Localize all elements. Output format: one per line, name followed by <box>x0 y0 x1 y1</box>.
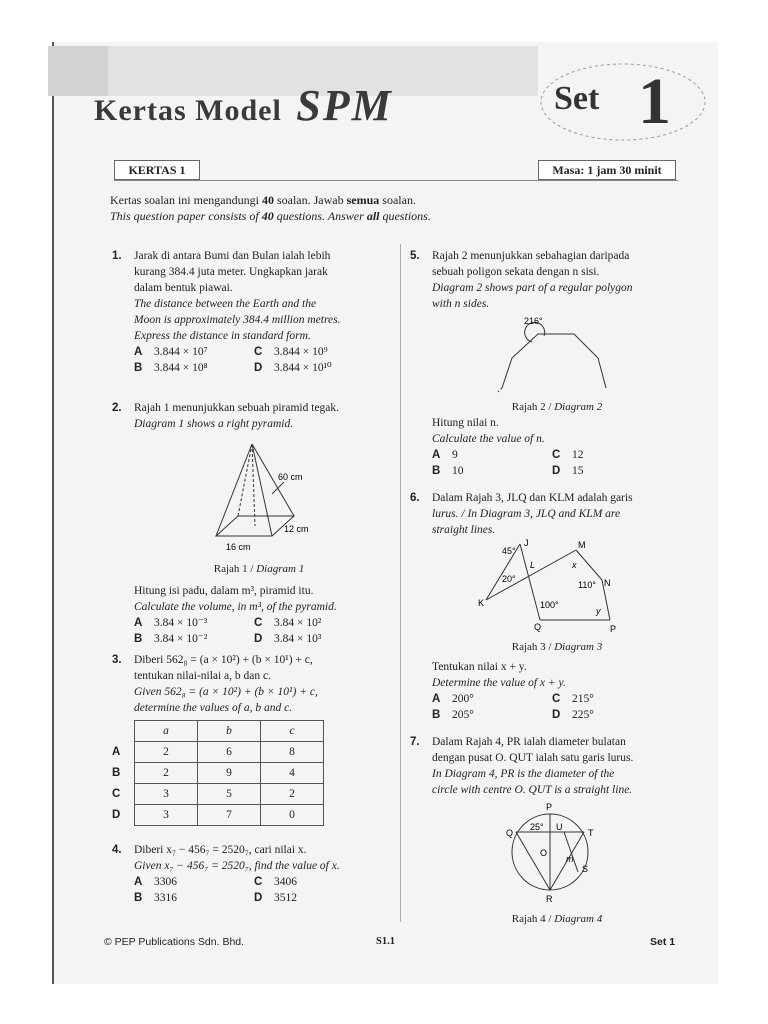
table-row[interactable]: A 2 6 8 <box>112 742 324 763</box>
diagram-caption: Rajah 2 / Diagram 2 <box>511 401 603 413</box>
svg-text:T: T <box>588 828 594 838</box>
answer-options <box>432 447 682 479</box>
angle-label: 216° <box>524 316 543 326</box>
option-b[interactable]: B 3.844 × 10⁸ <box>134 362 208 374</box>
angles-diagram <box>432 538 682 632</box>
width-label: 12 cm <box>284 524 309 534</box>
option-d[interactable]: D 3.844 × 10¹⁰ <box>254 362 332 374</box>
question-number: 6. <box>410 492 420 504</box>
set-label: Set 1 <box>650 936 676 948</box>
svg-text:R: R <box>546 894 553 904</box>
option-b[interactable]: B 3.84 × 10⁻² <box>134 633 208 645</box>
table-row[interactable]: D 3 7 0 <box>112 805 324 826</box>
option-a[interactable]: A 200° <box>432 693 474 705</box>
length-label: 16 cm <box>226 542 251 552</box>
title-spm: SPM <box>296 81 393 130</box>
table-header-row: a b c <box>112 721 324 742</box>
copyright: © PEP Publications Sdn. Bhd. <box>104 936 245 948</box>
option-a[interactable]: A 3.844 × 10⁷ <box>134 346 208 358</box>
polygon-diagram <box>432 312 682 392</box>
answer-options <box>432 691 682 723</box>
question-5: 5. Rajah 2 menunjukkan sebahagian daripada sebuah poligon sekata dengan n sisi. Diagram 2 shows part of a regular polygon with n sides. 216° Rajah 2 / Diagram 2 Hitung nilai n. Calculate the value of n. A 9 C 12 B 10 D 15 <box>432 248 682 479</box>
height-label: 60 cm <box>278 472 303 482</box>
question-1: 1. Jarak di antara Bumi dan Bulan ialah lebih kurang 384.4 juta meter. Ungkapkan jarak dalam bentuk piawai. The distance between the Earth and the Moon is approximately 384.4 million metres. Express the distance in standard form. A 3.844 × 10⁷ C 3.844 × 10⁹ B 3.844 × 10⁸ D 3.844 × 10¹⁰ <box>134 248 384 376</box>
svg-text:Q: Q <box>506 828 514 838</box>
set-number: 1 <box>638 65 671 138</box>
option-c[interactable]: C 12 <box>552 449 584 461</box>
diagram-caption: Rajah 1 / Diagram 1 <box>213 563 305 575</box>
question-number: 1. <box>112 250 122 262</box>
answer-options <box>134 874 384 906</box>
svg-text:100°: 100° <box>540 600 559 610</box>
header-divider <box>114 180 678 181</box>
answer-options <box>134 615 384 647</box>
question-number: 3. <box>112 654 122 666</box>
set-word: Set <box>554 80 600 117</box>
svg-text:y: y <box>596 606 601 616</box>
table-row[interactable]: C 3 5 2 <box>112 784 324 805</box>
option-a[interactable]: A 3.84 × 10⁻³ <box>134 617 208 629</box>
svg-text:25°: 25° <box>530 822 544 832</box>
svg-text:20°: 20° <box>502 574 516 584</box>
question-number: 2. <box>112 402 122 414</box>
svg-text:45°: 45° <box>502 546 516 556</box>
column-divider <box>400 244 401 922</box>
option-d[interactable]: D 15 <box>552 465 584 477</box>
option-d[interactable]: D 3.84 × 10³ <box>254 633 322 645</box>
option-d[interactable]: D 3512 <box>254 892 297 904</box>
question-3: 3. Diberi 562₈ = (a × 10²) + (b × 10¹) + c, tentukan nilai-nilai a, b dan c. Given 562₈ = (a × 10²) + (b × 10¹) + c, determine the values of a, b and c. a b c A 2 6 8 B 2 9 4 C 3 5 2 D 3 7 0 <box>134 652 384 826</box>
option-d[interactable]: D 225° <box>552 709 594 721</box>
option-c[interactable]: C 215° <box>552 693 594 705</box>
time-label: Masa: 1 jam 30 minit <box>538 160 676 180</box>
answer-options <box>134 344 384 376</box>
question-number: 7. <box>410 736 420 748</box>
svg-text:U: U <box>556 822 563 832</box>
svg-text:P: P <box>610 624 617 634</box>
svg-text:M: M <box>578 540 586 550</box>
table-row[interactable]: B 2 9 4 <box>112 763 324 784</box>
option-c[interactable]: C 3.844 × 10⁹ <box>254 346 328 358</box>
option-c[interactable]: C 3406 <box>254 876 297 888</box>
instructions <box>110 192 431 224</box>
option-a[interactable]: A 3306 <box>134 876 177 888</box>
svg-text:x: x <box>572 560 577 570</box>
svg-text:Q: Q <box>534 622 542 632</box>
question-number: 5. <box>410 250 420 262</box>
question-2: 2. Rajah 1 menunjukkan sebuah piramid tegak. Diagram 1 shows a right pyramid. 60 cm 12 cm 16 cm Rajah 1 / Diagram 1 Hitung isi padu, dalam m³, piramid itu. Calculate the volume, in m³, of the pyramid. A 3.84 × 10⁻³ C 3.84 × 10² B 3.84 × 10⁻² D 3.84 × 10³ <box>134 400 384 647</box>
diagram-caption: Rajah 3 / Diagram 3 <box>511 641 603 653</box>
svg-text:K: K <box>478 598 485 608</box>
svg-text:P: P <box>546 802 553 812</box>
page-title <box>94 80 393 131</box>
option-b[interactable]: B 3316 <box>134 892 177 904</box>
question-6: 6. Dalam Rajah 3, JLQ dan KLM adalah garis lurus. / In Diagram 3, JLQ and KLM are straight lines. J 45° M L x 20° 110° N K 100° y Q P Rajah 3 / Diagram 3 Tentukan nilai x + y. Determine the value of x + y. A 200° C 215° B 205° D 225° <box>432 490 682 723</box>
option-c[interactable]: C 3.84 × 10² <box>254 617 322 629</box>
question-4: 4. Diberi x₇ − 456₇ = 2520₇, cari nilai x. Given x₇ − 456₇ = 2520₇, find the value of x. A 3306 C 3406 B 3316 D 3512 <box>134 842 384 906</box>
svg-text:J: J <box>524 538 529 548</box>
circle-diagram <box>432 798 682 904</box>
option-b[interactable]: B 10 <box>432 465 464 477</box>
option-b[interactable]: B 205° <box>432 709 474 721</box>
svg-text:m: m <box>566 854 574 864</box>
instructions-ms: Kertas soalan ini mengandungi 40 soalan. Jawab semua soalan. <box>110 193 416 207</box>
svg-text:N: N <box>604 578 611 588</box>
diagram-caption: Rajah 4 / Diagram 4 <box>511 913 603 925</box>
question-number: 4. <box>112 844 122 856</box>
page-code: S1.1 <box>376 936 395 947</box>
set-badge <box>538 62 708 142</box>
instructions-en: This question paper consists of 40 questions. Answer all questions. <box>110 209 431 223</box>
pyramid-diagram <box>134 432 384 552</box>
svg-text:110°: 110° <box>578 580 596 590</box>
svg-text:S: S <box>582 864 589 874</box>
question-7: 7. Dalam Rajah 4, PR ialah diameter bulatan dengan pusat O. QUT ialah satu garis lurus. In Diagram 4, PR is the diameter of the circle with centre O. QUT is a straight line. P Q 25° U T O m S R Rajah 4 / Diagram 4 <box>432 734 682 927</box>
title-main: Kertas Model <box>94 94 282 127</box>
kertas-label: KERTAS 1 <box>114 160 200 180</box>
svg-text:O: O <box>540 848 548 858</box>
option-a[interactable]: A 9 <box>432 449 458 461</box>
answer-table <box>112 720 324 826</box>
svg-text:L: L <box>530 560 536 570</box>
